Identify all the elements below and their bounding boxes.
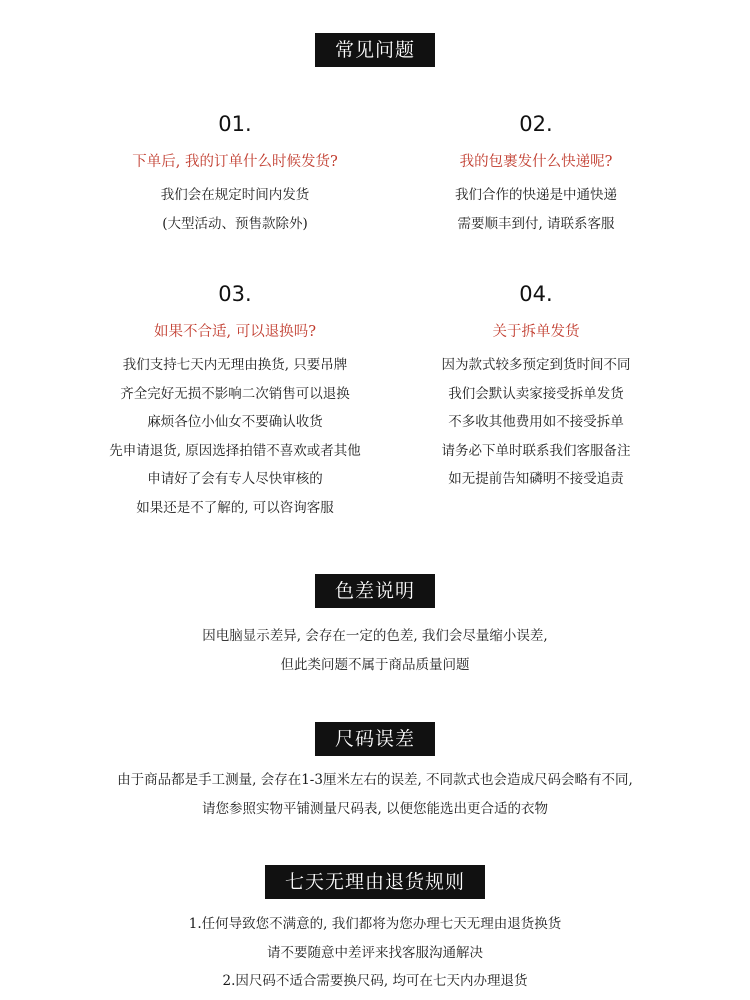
faq-answer-line: (大型活动、预售款除外) xyxy=(162,215,308,232)
size-diff-text xyxy=(0,766,750,823)
faq-number: 03. xyxy=(218,282,252,306)
faq-answer-line: 如果还是不了解的, 可以咨询客服 xyxy=(136,499,334,516)
size-diff-line: 请您参照实物平铺测量尺码表, 以便您能选出更合适的衣物 xyxy=(201,800,549,817)
faq-answer-line: 我们合作的快递是中通快递 xyxy=(455,187,617,203)
faq-answer-line: 如无提前告知磷明不接受追责 xyxy=(448,471,624,487)
faq-question: 下单后, 我的订单什么时候发货? xyxy=(132,154,338,170)
faq-answer-line: 需要顺丰到付, 请联系客服 xyxy=(457,215,615,232)
faq-item-03 xyxy=(85,280,385,522)
faq-item-02 xyxy=(386,110,686,238)
faq-answer-line: 请务必下单时联系我们客服备注 xyxy=(441,442,631,459)
faq-answer-line: 不多收其他费用如不接受拆单 xyxy=(448,414,624,430)
return-rules-text xyxy=(0,910,750,996)
faq-answer-line: 麻烦各位小仙女不要确认收货 xyxy=(147,414,323,430)
color-diff-text xyxy=(0,622,750,679)
faq-number: 01. xyxy=(218,112,252,136)
faq-answer-line: 我们会在规定时间内发货 xyxy=(160,187,310,203)
faq-answer-line: 我们会默认卖家接受拆单发货 xyxy=(448,385,624,402)
faq-answer-line: 齐全完好无损不影响二次销售可以退换 xyxy=(120,385,350,402)
faq-answer-line: 因为款式较多预定到货时间不同 xyxy=(441,357,631,373)
color-diff-line: 因电脑显示差异, 会存在一定的色差, 我们会尽量缩小误差, xyxy=(202,628,548,644)
size-diff-section-title: 尺码误差 xyxy=(315,722,435,756)
return-rules-section-title: 七天无理由退货规则 xyxy=(265,865,485,899)
faq-answer-line: 先申请退货, 原因选择拍错不喜欢或者其他 xyxy=(109,442,361,459)
return-rules-line: 请不要随意中差评来找客服沟通解决 xyxy=(267,944,483,961)
color-diff-line: 但此类问题不属于商品质量问题 xyxy=(280,656,470,673)
faq-item-04 xyxy=(386,280,686,494)
return-rules-line: 2.因尺码不适合需要换尺码, 均可在七天内办理退货 xyxy=(222,973,528,989)
faq-question: 如果不合适, 可以退换吗? xyxy=(154,324,316,340)
faq-item-01 xyxy=(85,110,385,238)
faq-answer-line: 申请好了会有专人尽快审核的 xyxy=(147,471,323,487)
faq-number: 02. xyxy=(519,112,553,136)
faq-section-title: 常见问题 xyxy=(315,33,435,67)
color-diff-section-title: 色差说明 xyxy=(315,574,435,608)
size-diff-line: 由于商品都是手工测量, 会存在1-3厘米左右的误差, 不同款式也会造成尺码会略有不同, xyxy=(117,772,633,788)
faq-answer-line: 我们支持七天内无理由换货, 只要吊牌 xyxy=(122,357,348,373)
return-rules-line: 1.任何导致您不满意的, 我们都将为您办理七天无理由退货换货 xyxy=(188,916,562,932)
faq-question: 关于拆单发货 xyxy=(492,324,580,340)
faq-number: 04. xyxy=(519,282,553,306)
faq-question: 我的包裹发什么快递呢? xyxy=(459,154,613,170)
